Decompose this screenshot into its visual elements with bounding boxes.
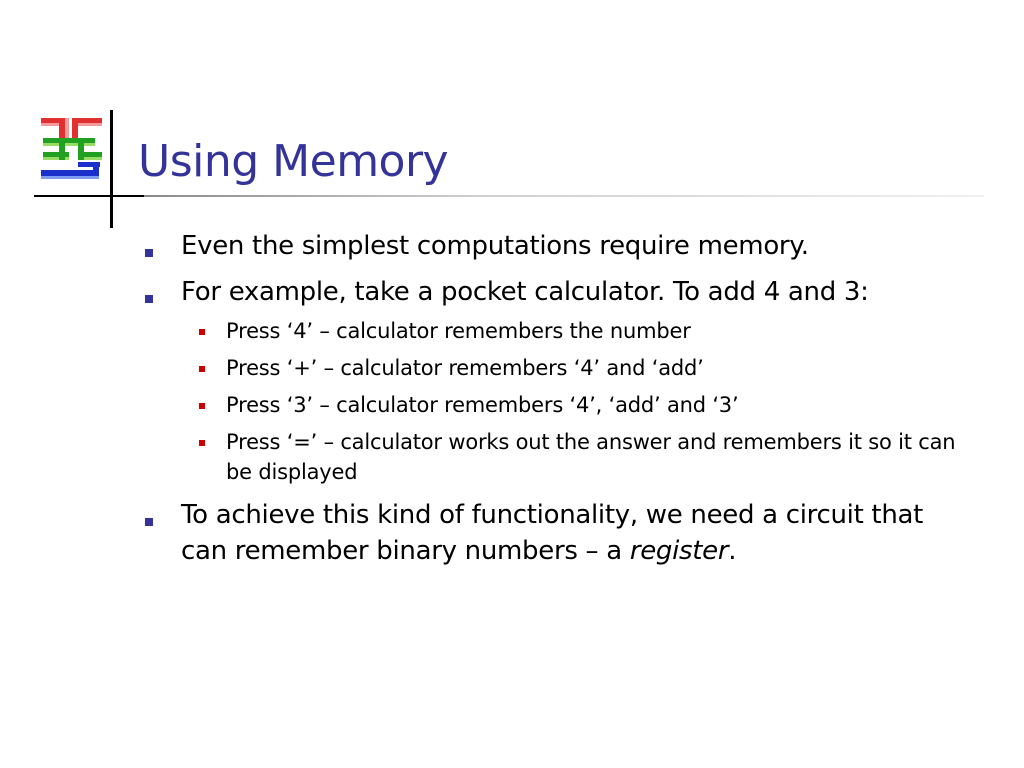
square-bullet-icon [145, 295, 153, 303]
bullet-item [140, 497, 960, 569]
sub-bullet-item [181, 390, 960, 420]
bullet-text-main: To achieve this kind of functionality, we need a circuit that can remember binary numbers – a [181, 500, 924, 566]
title-vertical-rule [110, 110, 113, 228]
sub-bullet-text: Press ‘3’ – calculator remembers ‘4’, ‘add’ and ‘3’ [226, 393, 739, 417]
sub-bullet-list [181, 316, 960, 487]
square-bullet-icon [145, 249, 153, 257]
sub-bullet-text: Press ‘=’ – calculator works out the answer and remembers it so it can be displayed [226, 430, 956, 484]
bullet-text-end: . [728, 536, 737, 566]
title-horizontal-rule [34, 195, 144, 197]
register-term: register [629, 536, 729, 566]
square-sub-bullet-icon [199, 366, 205, 372]
bullet-list [140, 228, 960, 569]
sub-bullet-item [181, 353, 960, 383]
square-sub-bullet-icon [199, 403, 205, 409]
bullet-text: Even the simplest computations require memory. [181, 231, 809, 261]
square-sub-bullet-icon [199, 329, 205, 335]
square-sub-bullet-icon [199, 440, 205, 446]
interlocking-bars-logo-icon [38, 112, 108, 184]
bullet-text: For example, take a pocket calculator. To add 4 and 3: [181, 277, 869, 307]
bullet-item [140, 274, 960, 487]
slide-title: Using Memory [138, 136, 449, 187]
sub-bullet-item [181, 316, 960, 346]
bullet-text [181, 500, 923, 566]
bullet-item [140, 228, 960, 264]
slide-body [140, 228, 960, 579]
sub-bullet-text: Press ‘4’ – calculator remembers the number [226, 319, 691, 343]
square-bullet-icon [145, 518, 153, 526]
sub-bullet-text: Press ‘+’ – calculator remembers ‘4’ and ‘add’ [226, 356, 704, 380]
sub-bullet-item [181, 427, 960, 487]
title-horizontal-rule-fade [144, 195, 984, 197]
